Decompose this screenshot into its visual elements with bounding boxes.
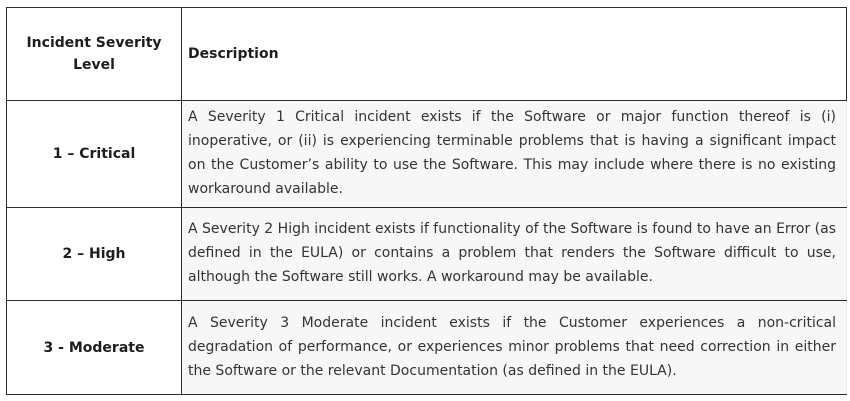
header-description: Description (182, 8, 847, 101)
severity-level-cell: 2 – High (7, 208, 182, 301)
severity-level-cell: 3 - Moderate (7, 301, 182, 395)
severity-description-cell: A Severity 1 Critical incident exists if the Software or major function thereof is (i) inoperative, or (ii) is experiencing terminable problems that is having a significant impact on the Customer’s ability to use the Software. This may include where there is no existing workaround available. (182, 101, 847, 208)
severity-description-cell: A Severity 3 Moderate incident exists if the Customer experiences a non-critical degradation of performance, or experiences minor problems that need correction in either the Software or the relevant Documentation (as defined in the EULA). (182, 301, 847, 395)
table-row (7, 301, 847, 395)
severity-description-cell: A Severity 2 High incident exists if functionality of the Software is found to have an Error (as defined in the EULA) or contains a problem that renders the Software difficult to use, although the Software still works. A workaround may be available. (182, 208, 847, 301)
table-header-row (7, 8, 847, 101)
table-row (7, 208, 847, 301)
header-severity-level: Incident Severity Level (7, 8, 182, 101)
severity-table (6, 7, 847, 395)
table-row (7, 101, 847, 208)
severity-level-cell: 1 – Critical (7, 101, 182, 208)
